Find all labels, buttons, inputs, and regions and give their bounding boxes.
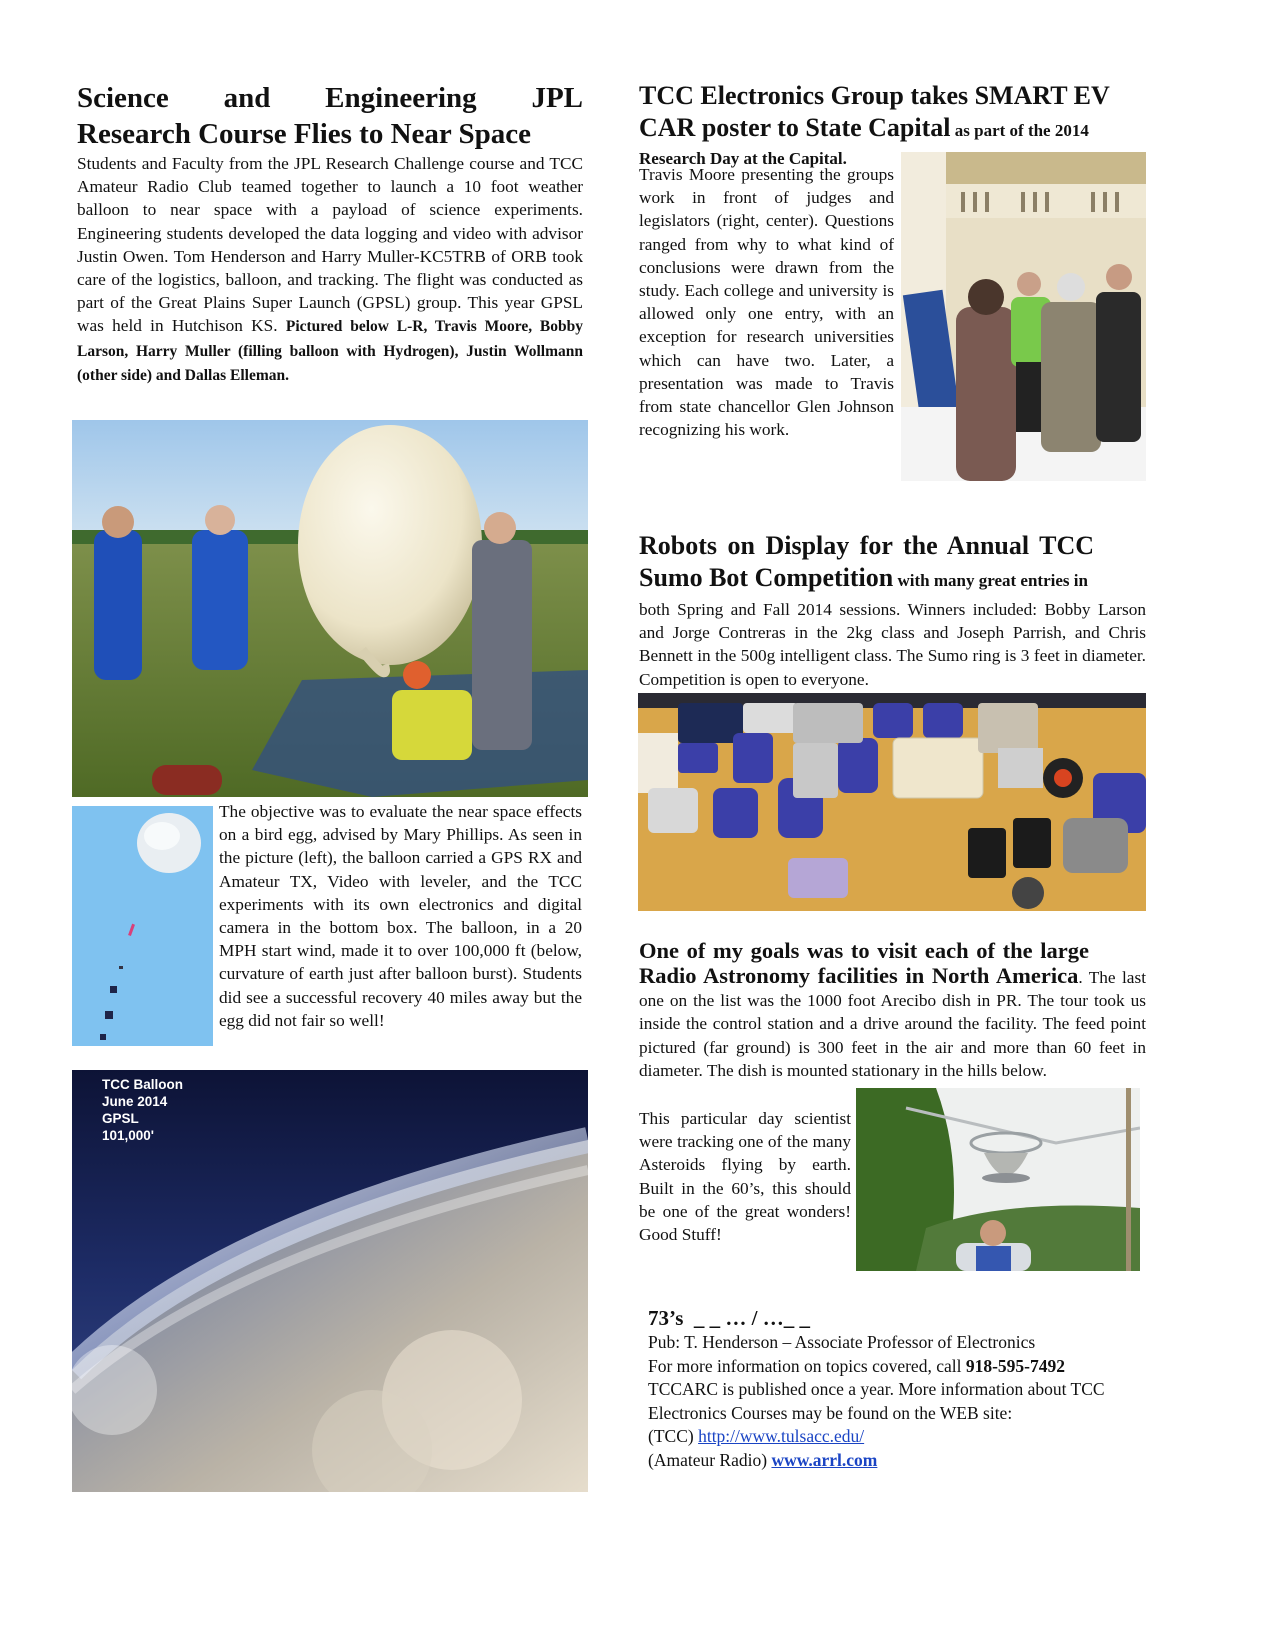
radio-title-line2: Radio Astronomy facilities in North America bbox=[639, 963, 1079, 988]
sumo-bot-article bbox=[639, 530, 1146, 691]
title-word: and bbox=[223, 82, 271, 114]
signoff-tcc-line bbox=[648, 1425, 1158, 1449]
jpl-article bbox=[77, 80, 583, 387]
signoff-phone: 918-595-7492 bbox=[965, 1355, 1065, 1376]
earth-curvature-photo bbox=[72, 1070, 588, 1492]
overlay-line: June 2014 bbox=[102, 1094, 168, 1109]
radio-body bbox=[639, 964, 1146, 1082]
jpl-article-body bbox=[77, 152, 583, 387]
balloon-sky-photo bbox=[72, 806, 213, 1046]
smart-ev-title-line1: TCC Electronics Group takes SMART EV bbox=[639, 81, 1110, 110]
tcc-website-link[interactable]: http://www.tulsacc.edu/ bbox=[698, 1426, 865, 1446]
title-word: Science bbox=[77, 82, 169, 114]
radio-astronomy-article bbox=[639, 937, 1146, 1082]
smart-ev-title-small: as part of the 2014 bbox=[950, 121, 1089, 140]
jpl-article-title bbox=[77, 80, 583, 116]
overlay-line: GPSL bbox=[102, 1111, 139, 1126]
radio-body-intro: . The last one on the list was the 1000 foot Arecibo dish in PR. The tour took us inside the control station and a drive around the facility. The feed point pictured (far ground) is 300 feet in the air and more than 60 feet in diameter. The dish is mounted stationary in the hills below. bbox=[639, 968, 1147, 1080]
signoff-pub-line: Pub: T. Henderson – Associate Professor of Electronics bbox=[648, 1332, 1036, 1352]
sumo-title-big: Sumo Bot Competition bbox=[639, 563, 894, 592]
sumo-title-line1: Robots on Display for the Annual TCC bbox=[639, 531, 1095, 560]
jpl-article-title-line2: Research Course Flies to Near Space bbox=[77, 118, 531, 150]
sumo-title-line2 bbox=[639, 562, 1146, 598]
overlay-line: TCC Balloon bbox=[102, 1077, 183, 1092]
radio-body-wrap: This particular day scientist were tracking one of the many Asteroids flying by earth. Built in the 60’s, this should be one of the great wonders! Good Stuff! bbox=[639, 1109, 851, 1245]
signoff-arrl-label: (Amateur Radio) bbox=[648, 1449, 772, 1470]
smart-ev-subtitle: Research Day at the Capital. bbox=[639, 149, 847, 168]
arrl-website-link[interactable]: www.arrl.com bbox=[771, 1449, 878, 1470]
balloon-filling-photo bbox=[72, 420, 588, 797]
state-capitol-photo bbox=[901, 152, 1146, 481]
arecibo-photo bbox=[856, 1088, 1140, 1271]
signoff-arrl-line bbox=[648, 1449, 1158, 1473]
jpl-body-text: Students and Faculty from the JPL Research Challenge course and TCC Amateur Radio Club teamed together to launch a 10 foot weather balloon to near space with a payload of science experiments. Engineering students developed the data logging and video with advisor Justin Owen. Tom Henderson and Harry Muller-KC5TRB of ORB took care of the logistics, balloon, and tracking. The flight was conducted as part of the Great Plains Super Launch (GPSL) group. This year GPSL was held in Hutchison KS. bbox=[77, 154, 583, 336]
earth-photo-overlay bbox=[102, 1076, 183, 1144]
balloon-objective-text: The objective was to evaluate the near space effects on a bird egg, advised by Mary Phillips. As seen in the picture (left), the balloon carried a GPS RX and Amateur TX, Video with leveler, and the TCC experiments with its own electronics and digital camera in the bottom box. The balloon, in a 20 MPH start wind, made it to over 100,000 ft (below, curvature of earth just after balloon burst). Students did see a successful recovery 40 miles away but the egg did not fair so well! bbox=[219, 802, 582, 1030]
jpl-photo-caption: Pictured below L-R, Travis Moore, Bobby Larson, Harry Muller (filling balloon with Hydrogen), Justin Wollmann (other side) and Dallas Elleman. bbox=[77, 318, 584, 384]
smart-ev-body: Travis Moore presenting the groups work in front of judges and legislators (right, center). Questions ranged from why to what kind of conclusions were drawn from the study. Each college and university is allowed only one entry, with an exception for research universities which can have two. Later, a presentation was made to Travis from state chancellor Glen Johnson recognizing his work. bbox=[639, 165, 894, 440]
smart-ev-title-line2 bbox=[639, 112, 1146, 148]
signoff-published-line: TCCARC is published once a year. More information about TCC Electronics Courses may be found on the WEB site: bbox=[648, 1379, 1105, 1423]
sumo-title-small: with many great entries in bbox=[893, 571, 1088, 590]
signoff-tcc-label: (TCC) bbox=[648, 1426, 699, 1446]
radio-title-line1: One of my goals was to visit each of the large bbox=[639, 938, 1089, 963]
sumo-body: both Spring and Fall 2014 sessions. Winners included: Bobby Larson and Jorge Contreras in the 2kg class and Joseph Parrish, and Chris Bennett in the 500g intelligent class. The Sumo ring is 3 feet in diameter. Competition is open to everyone. bbox=[639, 600, 1146, 689]
sumo-robots-photo bbox=[638, 693, 1146, 911]
signoff bbox=[648, 1305, 1158, 1472]
title-word: JPL bbox=[531, 82, 583, 114]
smart-ev-title-big: CAR poster to State Capital bbox=[639, 113, 951, 142]
signoff-title: 73’s _ _ … / …_ _ bbox=[648, 1306, 810, 1330]
title-word: Engineering bbox=[325, 82, 477, 114]
overlay-line: 101,000' bbox=[102, 1128, 155, 1143]
signoff-info-line bbox=[648, 1355, 1158, 1379]
signoff-info-prefix: For more information on topics covered, call bbox=[648, 1355, 966, 1376]
